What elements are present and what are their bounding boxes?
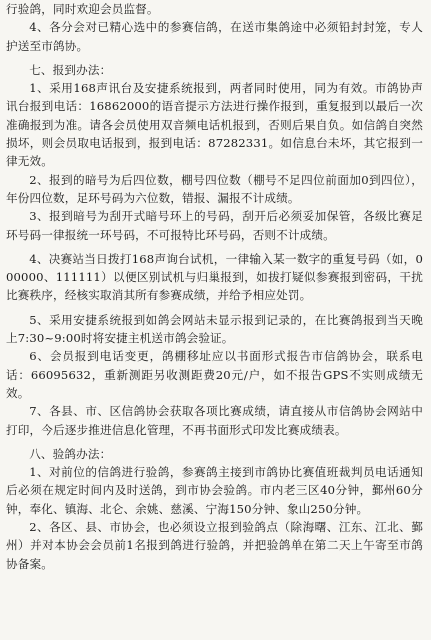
section-7-paragraph-5: 5、采用安捷系统报到如鸽会网站未显示报到记录的，在比赛鸽报到当天晚上7:30~9:00时将安捷主机送市鸽会验证。 — [6, 312, 423, 346]
section-7-paragraph-3: 3、报到暗号为刮开式暗号环上的号码，刮开后必须妥加保管，各级比赛足环号码一律报统一环号码，不可报特比环号码，否则不计成绩。 — [6, 209, 423, 242]
item-4-paragraph: 4、各分会对已精心选中的参赛信鸽，在送市集鸽途中必须铅封封笼，专人护送至市鸽协。 — [6, 20, 423, 53]
section-7-paragraph-1: 1、采用168声讯台及安捷系统报到，两者同时使用，同为有效。市鸽协声讯台报到电话：16862000的语音提示方法进行操作报到，重复报到以最后一次准确报到为准。请各会员使用双音频电话机报到，否则后果自负。如信鸽自突然损坏，则会员取电话报到，报到电话：87282331。如信息台未坏，其它报到一律无效。 — [6, 81, 423, 169]
section-8-heading: 八、验鸽办法： — [29, 446, 112, 461]
section-7-heading: 七、报到办法： — [29, 62, 112, 77]
section-8-paragraph-2: 2、各区、县、市协会，也必须设立报到验鸽点（除海曙、江东、江北、鄞州）并对本协会会员前1名报到鸽进行验鸽，并把验鸽单在第二天上午寄至市鸽协备案。 — [6, 520, 423, 571]
section-7-paragraph-6: 6、会员报到电话变更，鸽棚移址应以书面形式报告市信鸽协会，联系电话：66095632，重新测距另收测距费20元/户，如不报告GPS不实则成绩无效。 — [6, 349, 423, 400]
section-7-paragraph-7: 7、各县、市、区信鸽协会获取各项比赛成绩，请直接从市信鸽协会网站中打印，今后逐步推进信息化管理，不再书面形式印发比赛成绩表。 — [6, 404, 423, 437]
section-8-paragraph-1: 1、对前位的信鸽进行验鸽，参赛鸽主接到市鸽协比赛值班裁判员电话通知后必须在规定时间内及时送鸽，到市协会验鸽。市内老三区40分钟，鄞州60分钟，奉化、镇海、北仑、余姚、慈溪、宁海150分钟、象山250分钟。 — [6, 465, 423, 516]
section-7-paragraph-2: 2、报到的暗号为后四位数，棚号四位数（棚号不足四位前面加0到四位），年份四位数，足环号码为六位数，错报、漏报不计成绩。 — [6, 172, 423, 205]
section-7-paragraph-4: 4、决赛站当日拨打168声询台试机，一律输入某一数字的重复号码（如，000000、111111）以便区别试机与归巢报到，如拔打疑似参赛报到密码，干扰比赛秩序，经核实取消其所有参赛成绩，并给予相应处罚。 — [6, 251, 423, 303]
intro-tail-text: 行验鸽，同时欢迎会员监督。 — [6, 2, 159, 16]
